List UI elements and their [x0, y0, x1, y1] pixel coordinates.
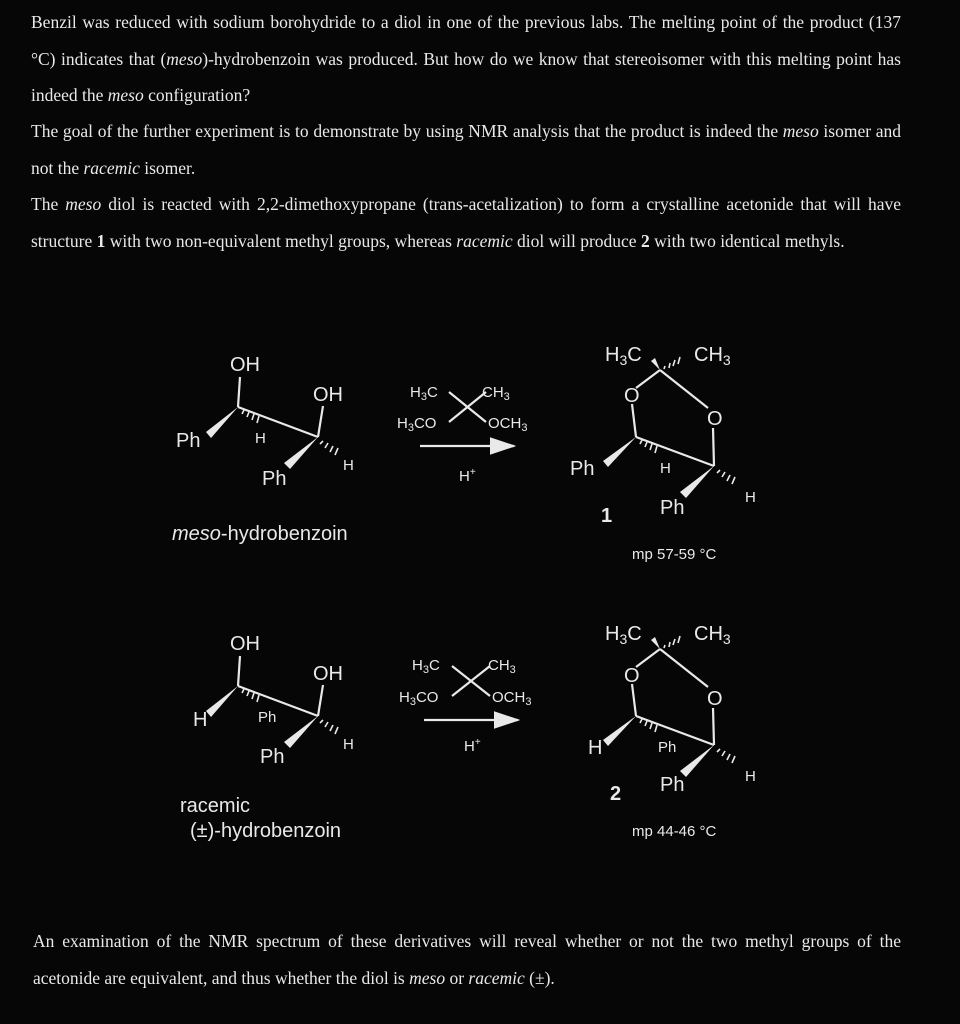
racemic-hydrobenzoin-structure [180, 633, 354, 842]
ph-label: Ph [658, 739, 677, 756]
h-label: H [255, 430, 266, 447]
dimethoxypropane-reagent-2 [399, 657, 531, 755]
o-label: O [707, 688, 723, 710]
method-paragraph: The meso diol is reacted with 2,2-dimethoxypropane (trans-acetalization) to form a crystalline acetonide that will have structure 1 with two non-equivalent methyl groups, whereas racemic diol will produce 2 with two identical methyls. [31, 194, 901, 251]
h-label: H [745, 768, 756, 785]
compound-1-label: 1 [601, 505, 613, 527]
oh-label: OH [230, 354, 260, 376]
oh-label: OH [313, 663, 343, 685]
meso-caption: meso-hydrobenzoin [172, 523, 348, 545]
h3c-label: $H_3C$ [605, 623, 642, 647]
h-label: H [745, 489, 756, 506]
och3-label: $OCH_3$ [488, 415, 528, 434]
h3c-label: $H_3C$ [410, 384, 438, 403]
mp-1-label: mp 57-59 °C [632, 546, 717, 563]
h-label: H [343, 736, 354, 753]
h3c-label: $H_3C$ [412, 657, 440, 676]
ch3-label: $CH_3$ [694, 623, 731, 647]
acid-catalyst-label: H+ [459, 467, 476, 485]
ph-label: Ph [260, 746, 285, 768]
ch3-label: $CH_3$ [694, 344, 731, 368]
h-label: H [588, 737, 603, 759]
acetonide-2-structure [588, 623, 756, 840]
h-label: H [193, 709, 208, 731]
goal-paragraph: The goal of the further experiment is to demonstrate by using NMR analysis that the product is indeed the meso isomer and not the racemic isomer. [31, 121, 901, 178]
och3-label: $OCH_3$ [492, 689, 532, 708]
ph-label: Ph [570, 458, 595, 480]
oh-label: OH [313, 384, 343, 406]
h-label: H [343, 457, 354, 474]
intro-paragraph: Benzil was reduced with sodium borohydride to a diol in one of the previous labs. The melting point of the product (137 °C) indicates that (meso)-hydrobenzoin was produced. But how do we know that stereoisomer with this melting point has indeed the meso configuration? [31, 12, 901, 105]
racemic-caption-line2: (±)-hydrobenzoin [190, 820, 342, 842]
ch3-label: $CH_3$ [482, 384, 510, 403]
o-label: O [624, 385, 640, 407]
oh-label: OH [230, 633, 260, 655]
ph-label: Ph [262, 468, 287, 490]
racemic-caption-line1: racemic [180, 795, 251, 817]
conclusion-paragraph: An examination of the NMR spectrum of these derivatives will reveal whether or not the two methyl groups of the acetonide are equivalent, and thus whether the diol is meso or racemic (±). [33, 931, 901, 988]
h3co-label: $H_3CO$ [397, 415, 437, 434]
dimethoxypropane-reagent [397, 384, 527, 485]
meso-hydrobenzoin-structure [172, 354, 354, 545]
h3c-label: $H_3C$ [605, 344, 642, 368]
ph-label: Ph [176, 430, 201, 452]
o-label: O [624, 665, 640, 687]
ch3-label: $CH_3$ [488, 657, 516, 676]
ph-label: Ph [258, 709, 277, 726]
ph-label: Ph [660, 774, 685, 796]
h3co-label: $H_3CO$ [399, 689, 439, 708]
acetonide-1-structure [570, 344, 756, 563]
compound-2-label: 2 [610, 783, 622, 805]
ph-label: Ph [660, 497, 685, 519]
mp-2-label: mp 44-46 °C [632, 823, 717, 840]
o-label: O [707, 408, 723, 430]
acid-catalyst-label: H+ [464, 737, 481, 755]
h-label: H [660, 460, 671, 477]
